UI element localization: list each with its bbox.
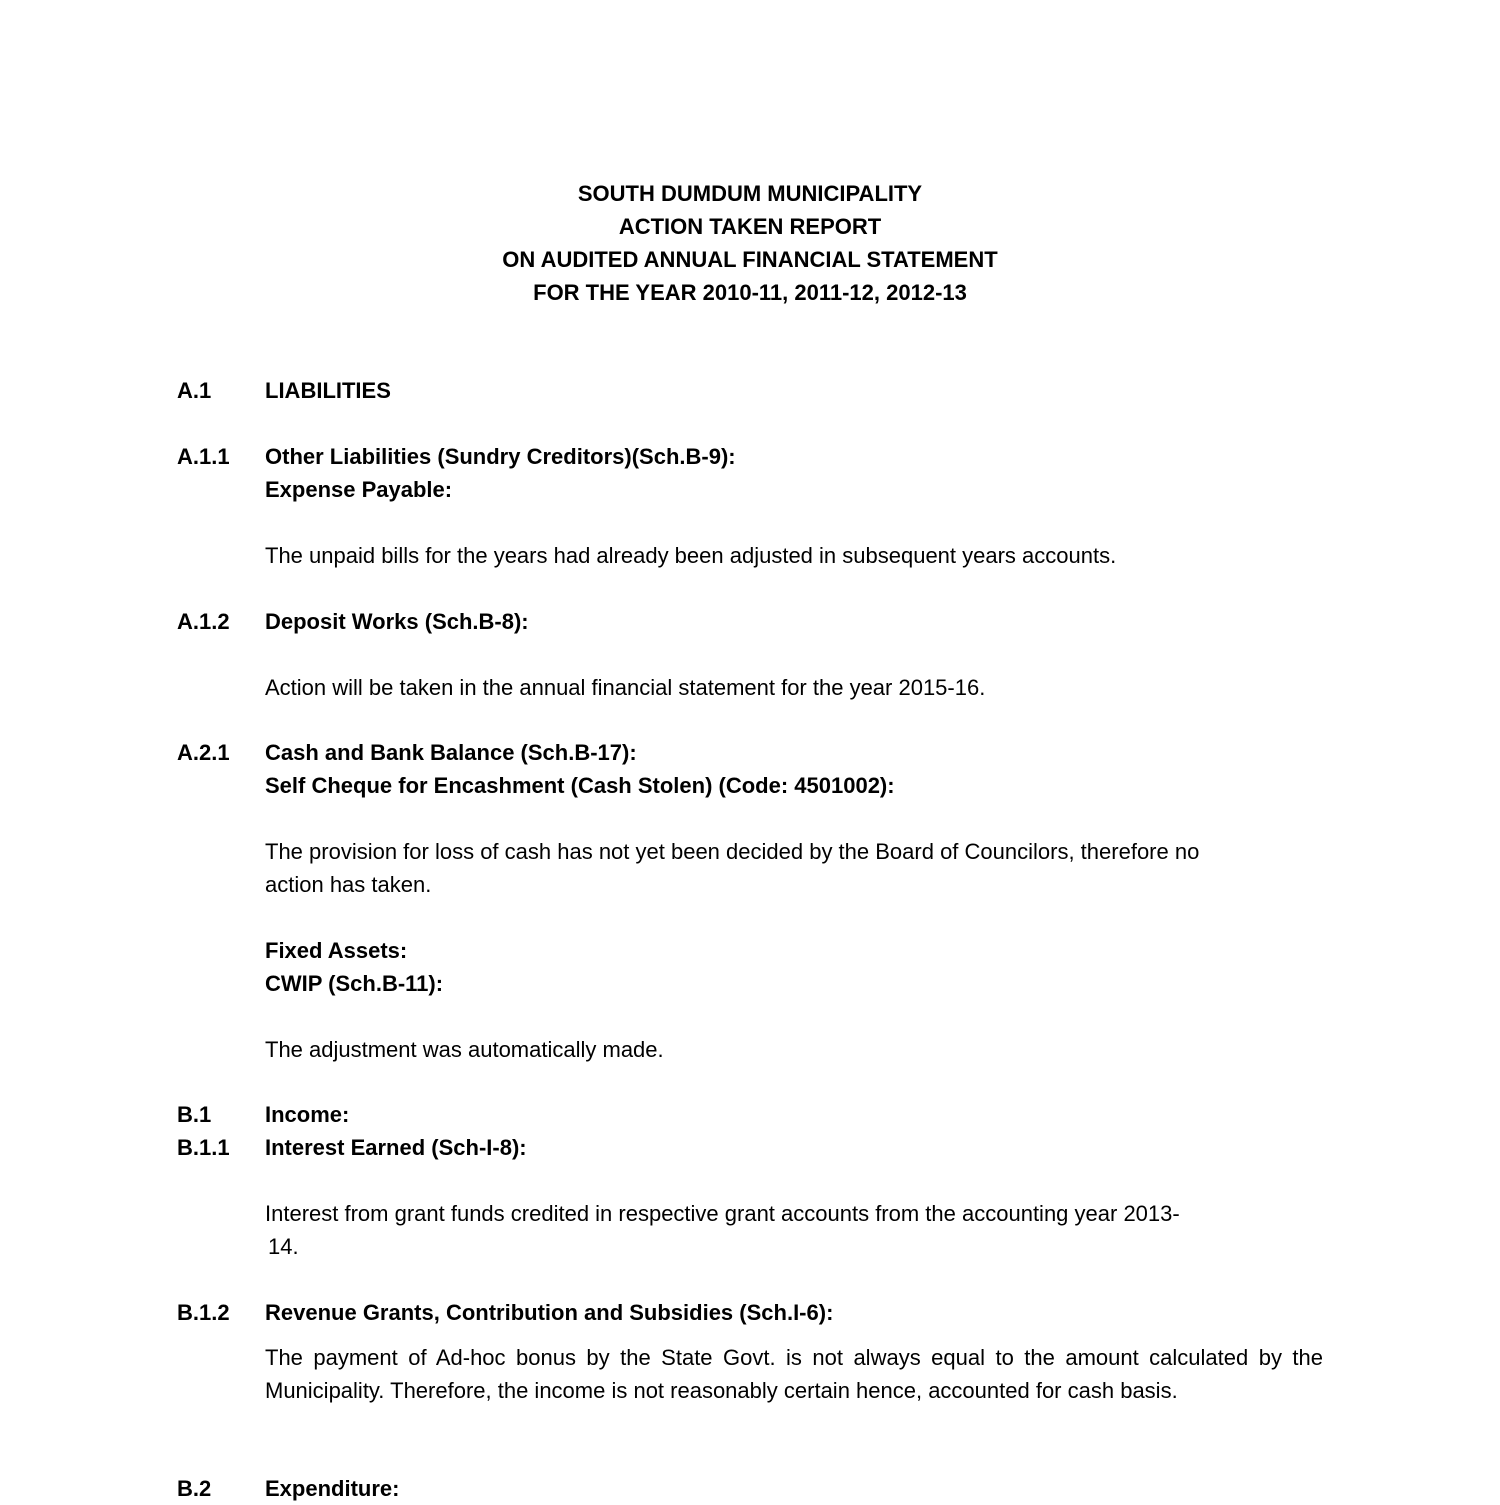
- section-heading-revenue-grants: Revenue Grants, Contribution and Subsidies (Sch.I-6):: [265, 1300, 834, 1325]
- paragraph-b11-line2: 14.: [268, 1234, 299, 1259]
- section-heading-interest-earned: Interest Earned (Sch-I-8):: [265, 1135, 527, 1160]
- paragraph-b11-line1: Interest from grant funds credited in respective grant accounts from the accounting year 2013-: [265, 1201, 1180, 1226]
- section-number-b2: B.2: [177, 1476, 212, 1501]
- report-title: ACTION TAKEN REPORT: [618, 214, 882, 239]
- section-heading-liabilities: LIABILITIES: [265, 378, 391, 403]
- section-number-a11: A.1.1: [177, 444, 230, 469]
- paragraph-a21-line1: The provision for loss of cash has not yet been decided by the Board of Councilors, therefore no: [265, 839, 1200, 864]
- subheading-expense-payable: Expense Payable:: [265, 477, 453, 502]
- report-subtitle: ON AUDITED ANNUAL FINANCIAL STATEMENT: [502, 247, 998, 272]
- paragraph-b12: The payment of Ad-hoc bonus by the State Govt. is not always equal to the amount calculated by the Municipality. Therefore, the income is not reasonably certain hence, accounted for cash basis.: [265, 1345, 1323, 1403]
- subheading-fixed-assets: Fixed Assets:: [265, 938, 408, 963]
- paragraph-a12: Action will be taken in the annual financial statement for the year 2015-16.: [265, 675, 986, 700]
- section-number-b12: B.1.2: [177, 1300, 230, 1325]
- section-heading-other-liabilities: Other Liabilities (Sundry Creditors)(Sch.B-9):: [265, 444, 736, 469]
- org-title: SOUTH DUMDUM MUNICIPALITY: [577, 181, 923, 206]
- subheading-cwip: CWIP (Sch.B-11):: [265, 971, 444, 996]
- paragraph-a11: The unpaid bills for the years had already been adjusted in subsequent years accounts.: [265, 543, 1117, 568]
- section-heading-income: Income:: [265, 1102, 350, 1127]
- section-number-a12: A.1.2: [177, 609, 230, 634]
- subheading-self-cheque: Self Cheque for Encashment (Cash Stolen) (Code: 4501002):: [265, 773, 895, 798]
- report-period: FOR THE YEAR 2010-11, 2011-12, 2012-13: [533, 280, 967, 305]
- section-number-b11: B.1.1: [177, 1135, 230, 1160]
- section-heading-cash-bank: Cash and Bank Balance (Sch.B-17):: [265, 740, 637, 765]
- paragraph-cwip: The adjustment was automatically made.: [265, 1037, 664, 1062]
- section-number-a21: A.2.1: [177, 740, 230, 765]
- section-number-b1: B.1: [177, 1102, 212, 1127]
- section-number-a1: A.1: [177, 378, 212, 403]
- section-heading-expenditure: Expenditure:: [265, 1476, 400, 1501]
- section-heading-deposit-works: Deposit Works (Sch.B-8):: [265, 609, 529, 634]
- paragraph-a21-line2: action has taken.: [265, 872, 432, 897]
